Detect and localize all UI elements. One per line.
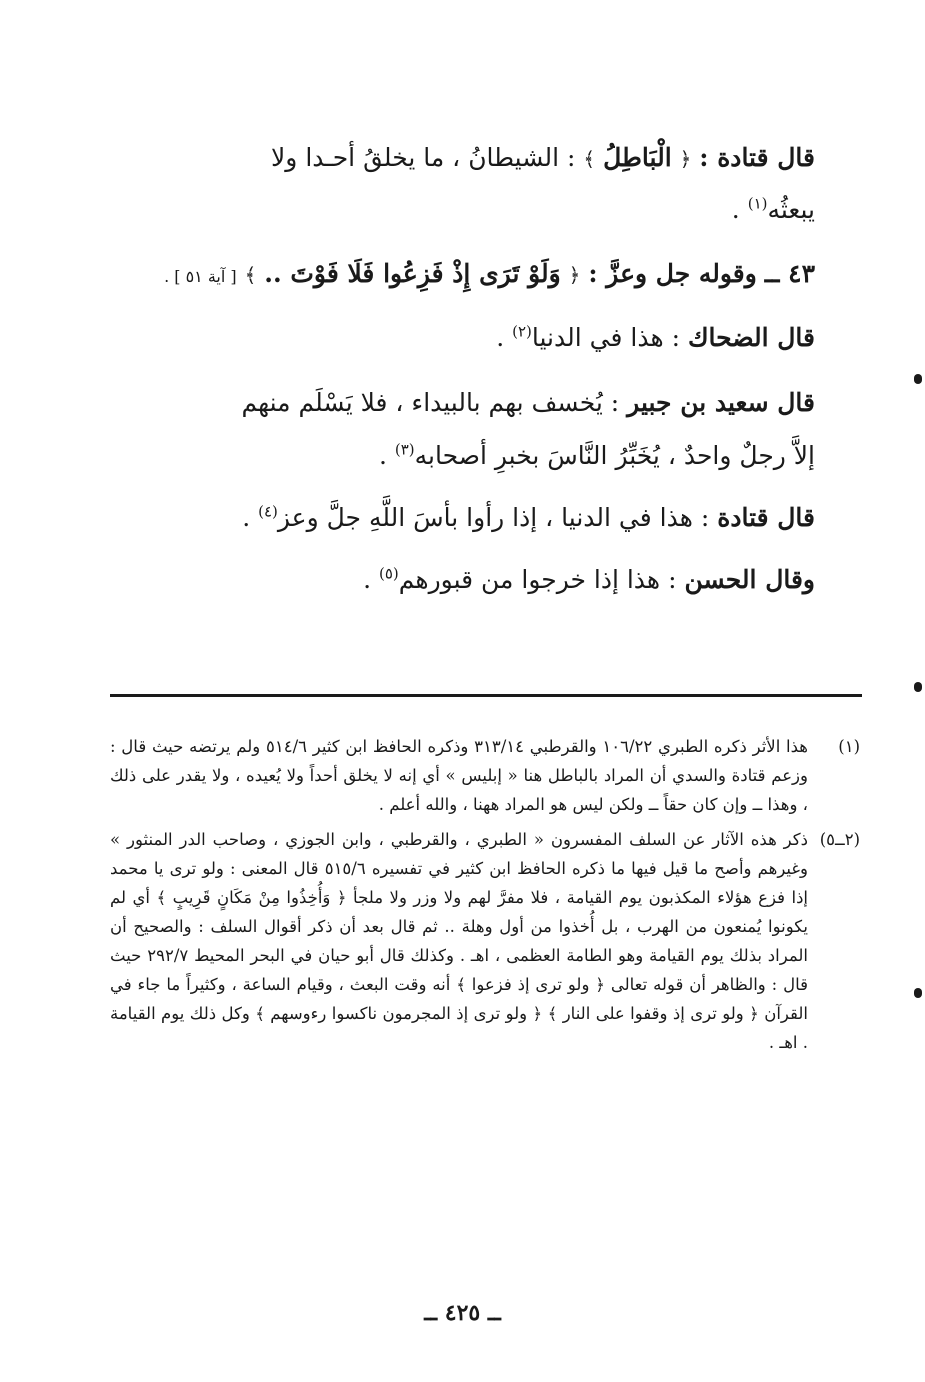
quran-verse: وَلَوْ تَرَى إِذْ فَزِعُوا فَلَا فَوْتَ .. <box>264 259 561 288</box>
speaker-saeed: قال سعيد بن جبير <box>627 388 815 417</box>
footnote-separator <box>110 694 862 697</box>
commentary-text: : الشيطانُ ، ما يخلقُ أحـدا ولا <box>271 143 576 172</box>
speaker-qatada: قال قتادة <box>717 503 815 532</box>
footnote-number: (٢ــ٥) <box>819 830 860 849</box>
paragraph-hasan <box>110 564 815 594</box>
footnote-text: هذا الأثر ذكره الطبري ١٠٦/٢٢ والقرطبي ٣١٣/١٤ وذكره الحافظ ابن كثير ٥١٤/٦ ولم يرتضه حيث قال : وزعم قتادة والسدي أن المراد بالباطل هنا « إبليس » أي إنه لا يخلق أحداً ولا يُعيده ، ولا يقدر على ذلك ، وهذا ــ وإن كان حقاً ــ ولكن ليس هو المراد ههنا ، والله أعلم . <box>110 737 808 814</box>
commentary-text: إلاَّ رجلٌ واحدٌ ، يُخَبِّرُ النَّاسَ بخبرِ أصحابه <box>414 441 815 470</box>
footnote-ref-2: (٢) <box>512 322 532 341</box>
paragraph-qatada-batil-cont <box>110 194 815 224</box>
quran-close-bracket: ﴾ <box>583 147 596 171</box>
section-43-heading <box>110 261 815 286</box>
footnote-1 <box>110 732 860 819</box>
speaker-hasan: وقال الحسن <box>684 565 815 594</box>
commentary-text: : يُخسف بهم بالبيداء ، فلا يَسْلَم منهم <box>241 388 620 417</box>
commentary-text: : هذا في الدنيا <box>531 323 680 352</box>
quran-open-bracket: ﴿ <box>679 147 692 171</box>
footnote-2-5 <box>110 825 860 1057</box>
section-intro: وقوله جل وعزَّ : <box>588 259 757 288</box>
footnote-ref-1: (١) <box>747 194 768 213</box>
commentary-text: يبعثُه <box>767 195 815 224</box>
paragraph-saeed-cont <box>110 440 815 470</box>
scan-mark <box>914 988 922 998</box>
footnote-ref-4: (٤) <box>258 502 278 521</box>
speaker-qatada: قال قتادة : <box>699 143 815 172</box>
footnote-text: ذكر هذه الآثار عن السلف المفسرون « الطبري ، والقرطبي ، وابن الجوزي ، وصاحب الدر المنثور » وغيرهم وأصح ما قيل فيها ما ذكره الحافظ ابن كثير في تفسيره ٥١٥/٦ قال المعنى : ولو ترى يا محمد إذا فزع هؤلاء المكذبون يوم القيامة ، فلا مفرَّ لهم ولا وزر ولا ملجأ ﴿ وَأُخِذُوا مِنْ مَكَانٍ قَرِيبٍ ﴾ أي لم يكونوا يُمنعون من الهرب ، بل أُخذوا من أول وهلة .. ثم قال بعد أن ذكر أقوال السلف : والصحيح أن المراد بذلك يوم القيامة وهو الطامة العظمى ، اهـ . وكذلك قال أبو حيان في البحر المحيط ٢٩٢/٧ حيث قال : والظاهر أن قوله تعالى ﴿ ولو ترى إذ فزعوا ﴾ أنه وقت البعث ، وقيام الساعة ، وكثيراً ما جاء في القرآن ﴿ ولو ترى إذ وقفوا على النار ﴾ ﴿ ولو ترى إذ المجرمون ناكسوا رءوسهم ﴾ وكل ذلك يوم القيامة . اهـ . <box>110 830 808 1052</box>
quran-open-bracket: ﴿ <box>568 263 581 287</box>
paragraph-dahhak <box>110 322 815 352</box>
section-number: ٤٣ ــ <box>764 259 815 288</box>
scan-mark <box>914 374 922 384</box>
paragraph-qatada-batil <box>110 145 815 170</box>
quran-close-bracket: ﴾ <box>244 263 257 287</box>
footnote-number: (١) <box>838 737 860 756</box>
footnotes <box>110 732 860 1063</box>
commentary-text: : هذا إذا خرجوا من قبورهم <box>398 565 677 594</box>
period: . <box>242 503 251 532</box>
quran-word-batil: الْبَاطِلُ <box>603 143 672 172</box>
footnote-ref-5: (٥) <box>378 564 399 583</box>
paragraph-qatada-dunya <box>110 502 815 532</box>
period: . <box>378 441 387 470</box>
period: . <box>496 323 505 352</box>
speaker-dahhak: قال الضحاك <box>687 323 815 352</box>
scan-mark <box>914 682 922 692</box>
ayah-reference: [ آية ٥١ ] . <box>164 267 237 286</box>
paragraph-saeed <box>110 390 815 415</box>
period: . <box>731 195 740 224</box>
page-number: ــ ٤٢٥ ــ <box>424 1300 501 1326</box>
commentary-text: : هذا في الدنيا ، إذا رأوا بأسَ اللَّهِ جلَّ وعز <box>277 503 710 532</box>
period: . <box>363 565 372 594</box>
footnote-ref-3: (٣) <box>394 440 415 459</box>
